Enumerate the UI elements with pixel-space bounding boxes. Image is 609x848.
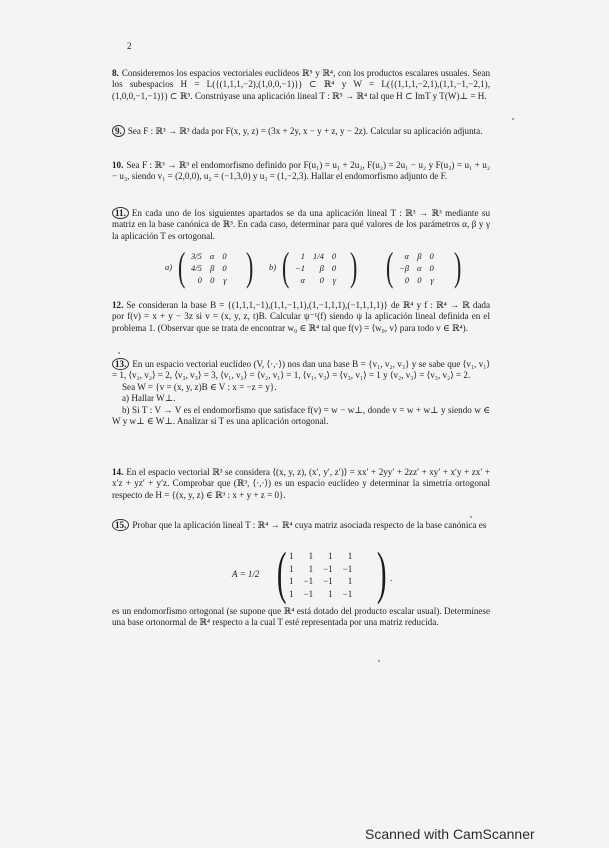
problem-text: En un espacio vectorial euclídeo (V, ⟨·,·⟩) nos dan una base B = {v₁, v₂, v₃} y se sabe que ⟨v₁, v₁⟩ = 1, ⟨v₂, v₂⟩ = 2, ⟨v₃, v₃⟩ = 3, ⟨v₁, v₂⟩ = ⟨v₂, v₁⟩ = 1, ⟨v₁, v₃⟩ = ⟨v₃, v₁⟩ = 1 y ⟨v₂, v₃⟩ = ⟨v₃, v₂⟩ = 2. [112,359,490,381]
matrix-suffix: . [390,573,393,583]
problem-text: En cada uno de los siguientes apartados se da una aplicación lineal T : ℝ³ → ℝ³ mediante su matriz en la base canónica de ℝ³. En cada caso, determinar para qué valores de los parámetros α, β y γ la aplicación T es ortogonal. [112,208,490,241]
matrix-cell: 0 [331,251,337,261]
matrix-label-a: a) [165,262,173,272]
problem-text: Se consideran la base B = {(1,1,1,−1),(1,1,−1,1),(1,−1,1,1),(−1,1,1,1)} de ℝ⁴ y f : ℝ⁴ → ℝ dada por f(v) = x + y − 3z si v = (x, y, z, t)B. Calcular ψ⁻¹(f) siendo ψ la aplicación lineal definida en el problema 1. (Observar que se trata de encontrar w₀ ∈ ℝ⁴ tal que f(v) = ⟨w₀, v⟩ para todo v ∈ ℝ⁴). [112,300,490,333]
matrix-15-body [284,550,357,600]
matrix-a-body [187,250,231,286]
problem-15-matrix: A = 1/2 ( 1 1 1 1 1 1 −1 −1 1 −1 −1 1 1 −1 1 −1 ) . [232,540,393,605]
problem-number: 9. [112,125,125,137]
problem-9 [112,126,490,137]
matrix-cell: −1 [323,576,333,587]
problem-14 [112,467,490,501]
matrix-cell: −1 [303,588,314,599]
matrix-row [291,262,340,274]
problem-number: 12. [112,300,124,310]
problem-text: Sea F : ℝ³ → ℝ³ dada por F(x, y, z) = (3x + 2y, x − y + z, y − 2z). Calcular su aplicación adjunta. [127,126,483,136]
matrix-cell: −1 [342,588,353,599]
matrix-cell: α [209,251,215,261]
matrix-cell: 1 [289,588,294,599]
problem-text: Probar que la aplicación lineal T : ℝ⁴ → ℝ⁴ cuya matriz asociada respecto de la base canónica es [132,520,487,530]
matrix-cell: 1 [289,551,294,562]
matrix-cell: γ [223,275,227,285]
matrix-prefix: A = 1/2 [232,569,260,579]
matrix-cell: 0 [319,275,324,285]
matrix-cell: 1 [328,551,333,562]
scan-speck [118,352,120,354]
problem-13-line: Sea W = {v = (x, y, z)B ∈ V : x = −z = y}. [122,381,277,392]
matrix-cell: 4/5 [191,263,202,273]
matrix-c-body [395,250,438,286]
matrix-row [187,250,231,262]
matrix-cell: 0 [197,275,202,285]
problem-text: Consideremos los espacios vectoriales euclídeos ℝ⁵ y ℝ⁴, con los productos escalares usuales. Sean los subespacios H = L({(1,1,1,−2),(1,0,0,−1)}) ⊂ ℝ⁴ y W = L({(1,1,1,−2,1),(1,1,−1,−2,1),(1,0,0,−1,−1)}) ⊂ ℝ⁵. Constrúyase una aplicación lineal T : ℝ⁵ → ℝ⁴ tal que H ⊂ ImT y T(W)⊥ = H. [112,68,490,101]
matrix-cell: 1 [308,551,314,562]
problem-number: 13. [112,358,129,370]
matrix-cell: 1 [300,251,305,261]
matrix-row [395,250,438,262]
matrix-cell: 1 [328,588,333,599]
matrix-cell: 0 [429,251,434,261]
matrix-cell: 0 [417,275,422,285]
problem-number: 8. [112,68,119,78]
problem-11 [112,208,490,242]
matrix-cell: −1 [323,563,333,574]
problem-number: 10. [112,160,124,170]
problem-15-continued [112,606,490,629]
matrix-cell: 1 [308,563,314,574]
matrix-cell: 1 [347,551,353,562]
matrix-row [284,575,357,588]
matrix-cell: 0 [222,251,227,261]
matrix-row [395,274,438,286]
matrix-cell: γ [332,275,337,285]
matrix-cell: α [416,263,422,273]
matrix-cell: 1 [289,576,294,587]
problem-13-line: a) Hallar W⊥. [122,393,176,404]
matrix-row [291,274,340,286]
matrix-b-body [291,250,340,286]
matrix-cell: 1 [347,576,353,587]
matrix-cell: 3/5 [191,251,202,261]
matrix-cell: −1 [303,576,314,587]
matrix-b: ( 1 1/4 0 −1 β 0 α 0 γ ) [281,244,358,289]
problem-15 [112,520,490,531]
camscanner-watermark: Scanned with CamScanner [365,826,535,842]
matrix-cell: 1/4 [313,251,324,261]
matrix-cell: 0 [404,275,409,285]
matrix-cell: 0 [331,263,337,273]
page-number: 2 [127,41,132,51]
problem-10 [112,160,490,183]
problem-11-matrices [165,244,465,290]
matrix-row [187,274,231,286]
matrix-cell: −β [399,263,409,273]
problem-13 [112,359,490,427]
problem-text: En el espacio vectorial ℝ³ se considera ⟨(x, y, z), (x′, y′, z′)⟩ = xx′ + 2yy′ + 2zz′ + xy′ + x′y + zx′ + x′z + yz′ + y′z. Comprobar que (ℝ³, ⟨·,·⟩) es un espacio euclídeo y determinar la simetría ortogonal respecto de H = {(x, y, z) ∈ ℝ³ : x + y + z = 0}. [112,467,490,500]
matrix-cell: β [210,263,215,273]
matrix-row [284,563,357,576]
matrix-label-b: b) [269,262,277,272]
problem-12 [112,300,490,334]
scan-speck [378,660,380,662]
matrix-c: ( α β 0 −β α 0 0 0 γ ) [385,244,462,289]
matrix-row [284,588,357,601]
matrix-cell: −1 [295,263,305,273]
matrix-cell: 1 [289,563,294,574]
problem-8 [112,68,490,102]
problem-number: 11. [112,207,129,219]
matrix-cell: α [404,251,409,261]
matrix-cell: 0 [222,263,227,273]
scan-speck [512,118,514,120]
problem-text: Sea F : ℝ³ → ℝ³ el endomorfismo definido por F(u₁) = u₁ + 2u₂, F(u₂) = 2u₁ − u₂ y F(u₃) = u₁ + u₂ − u₃, siendo v₁ = (2,0,0), u₂ = (−1,3,0) y u₃ = (1,−2,3). Hallar el endomorfismo adjunto de F. [112,160,490,182]
problem-13-line: b) Si T : V → V es el endomorfismo que satisface f(v) = w − w⊥, donde v = w + w⊥ y siendo w ∈ W y w⊥ ∈ W⊥. Analizar si T es una aplicación ortogonal. [112,404,490,427]
matrix-row [291,250,340,262]
matrix-cell: γ [430,275,434,285]
problem-number: 14. [112,467,124,477]
matrix-cell: β [417,251,422,261]
matrix-row [395,262,438,274]
matrix-cell: 0 [210,275,215,285]
matrix-cell: β [319,263,324,273]
matrix-cell: 0 [429,263,434,273]
matrix-a: ( 3/5 α 0 4/5 β 0 0 0 γ ) [177,244,254,289]
matrix-row [284,550,357,563]
matrix-cell: −1 [342,563,353,574]
matrix-row [187,262,231,274]
matrix-cell: α [300,275,305,285]
problem-text: es un endomorfismo ortogonal (se supone que ℝ⁴ está dotado del producto escalar usual). Determínese una base ortonormal de ℝ⁴ respecto a la cual T esté representada por una matriz reducida. [112,606,490,628]
scan-speck [470,516,472,518]
problem-number: 15. [112,519,129,531]
